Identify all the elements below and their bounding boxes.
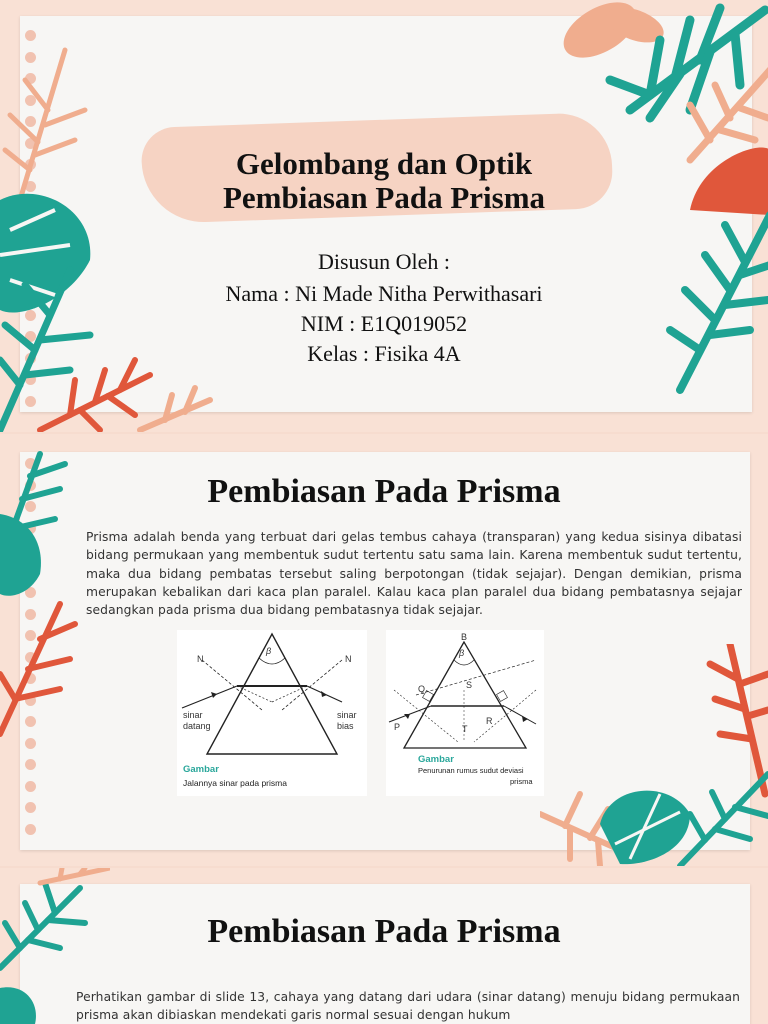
figure-caption-title: Gambar	[183, 764, 219, 775]
apex-angle-label: β	[266, 646, 272, 656]
slide-prism-explanation	[0, 868, 768, 1024]
prism-ray-diagram	[177, 630, 367, 755]
paragraph: Prisma adalah benda yang terbuat dari gelas tembus cahaya (transparan) yang kedua sisinya dibatasi bidang permukaan yang membentuk sudut tertentu satu sama lain. Karena membentuk sudut tertentu, maka dua bidang pembatas tersebut saling berpotongan (tidak sejajar). Dengan demikian, prisma merupakan kebalikan dari kaca plan paralel. Kalau kaca plan paralel dua bidang pembatasnya sejajar sedangkan pada prisma dua bidang pembatasnya tidak sejajar.	[86, 530, 742, 618]
incident-label-2: datang	[183, 721, 211, 731]
paragraph: Perhatikan gambar di slide 13, cahaya yang datang dari udara (sinar datang) menuju bidang permukaan prisma akan dibiaskan mendekati garis normal sesuai dengan hukum	[76, 990, 740, 1023]
point-label-s: S	[466, 680, 473, 690]
refracted-label-1: sinar	[337, 710, 357, 720]
figure-caption-line-2: prisma	[510, 777, 533, 786]
figure-caption-title: Gambar	[418, 754, 454, 765]
point-label-p: P	[394, 722, 401, 732]
figure-caption: Jalannya sinar pada prisma	[183, 778, 287, 788]
figure-caption-line-1: Penurunan rumus sudut deviasi	[418, 766, 524, 775]
incident-label-1: sinar	[183, 710, 203, 720]
slide-heading: Pembiasan Pada Prisma	[207, 473, 561, 510]
title-line-1: Gelombang dan Optik	[235, 146, 533, 181]
point-label-q: Q	[418, 684, 426, 694]
author-class: Kelas : Fisika 4A	[307, 341, 461, 366]
author-label: Disusun Oleh :	[318, 249, 450, 274]
vertex-label-b: B	[461, 632, 468, 642]
slide-title	[0, 0, 768, 432]
slide-prism-intro	[0, 434, 768, 866]
tropical-leaves-right-decoration	[540, 0, 768, 400]
title-line-2: Pembiasan Pada Prisma	[222, 180, 546, 215]
apex-angle-label: β	[459, 648, 465, 658]
point-label-r: R	[486, 716, 493, 726]
normal-label-left: N	[197, 654, 204, 664]
figure-deviation-angle	[386, 630, 544, 796]
author-nim: NIM : E1Q019052	[300, 311, 468, 336]
author-name: Nama : Ni Made Nitha Perwithasari	[225, 281, 543, 306]
tropical-leaves-right-decoration	[540, 644, 768, 866]
point-label-t: T	[462, 724, 468, 734]
figure-light-path-prism	[177, 630, 367, 796]
tropical-leaves-left-decoration	[0, 434, 80, 866]
normal-label-right: N	[345, 654, 352, 664]
refracted-label-2: bias	[337, 721, 354, 731]
tropical-leaves-left-decoration	[0, 30, 220, 432]
deviation-diagram	[386, 630, 544, 755]
slide-heading: Pembiasan Pada Prisma	[207, 913, 561, 950]
tropical-leaves-left-decoration	[0, 868, 110, 1024]
